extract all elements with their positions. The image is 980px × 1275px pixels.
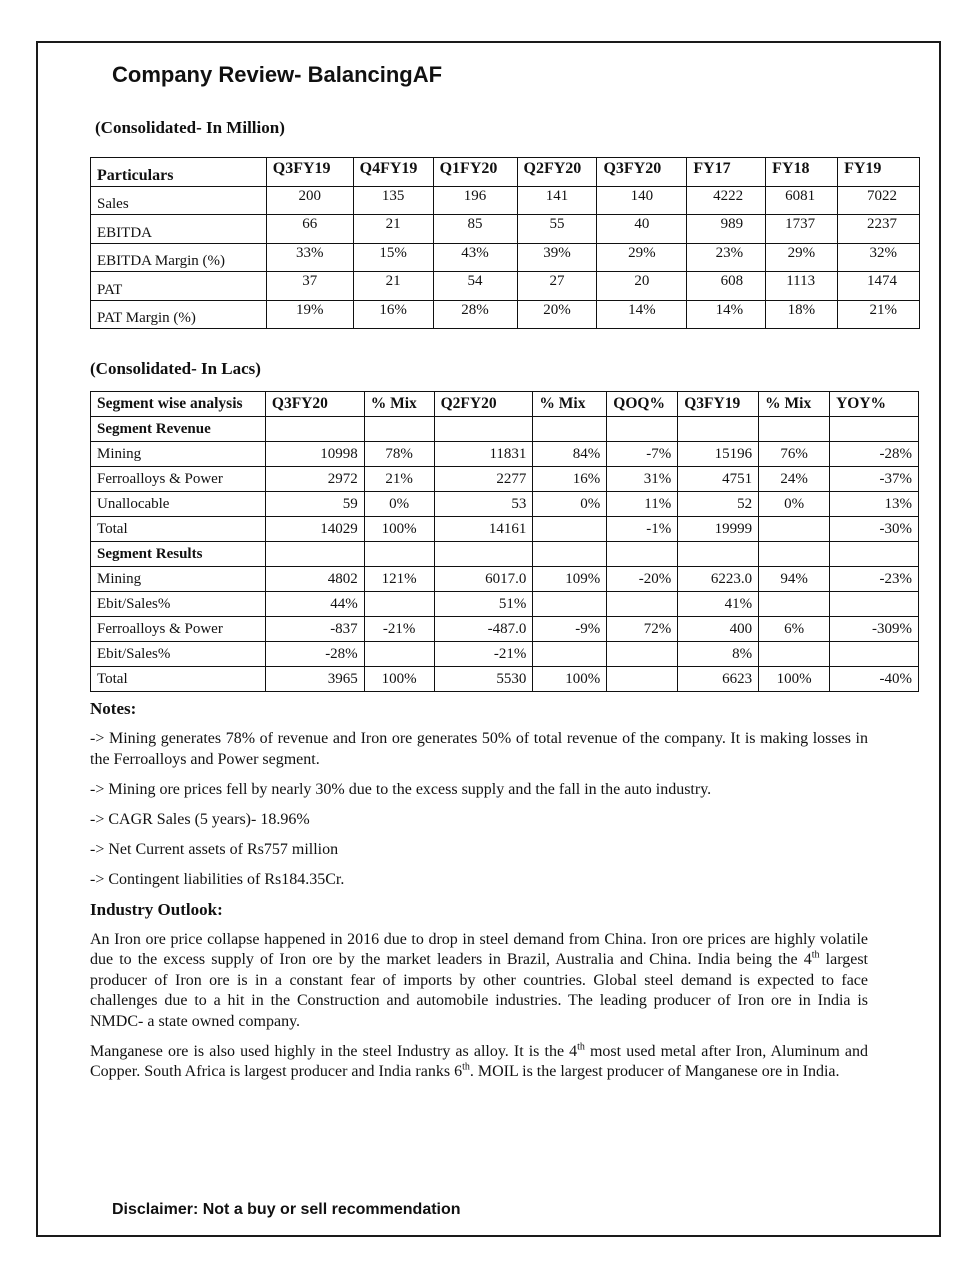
table-cell: 53 (434, 492, 533, 517)
table-cell: 32% (838, 243, 920, 272)
column-header: Q3FY20 (265, 392, 364, 417)
table1-caption: (Consolidated- In Million) (95, 118, 285, 137)
table-cell: 6017.0 (434, 567, 533, 592)
table-cell: 10998 (265, 442, 364, 467)
table-cell: 6% (759, 617, 830, 642)
table-cell: 100% (364, 667, 434, 692)
table-cell (533, 417, 607, 442)
column-header: Q2FY20 (434, 392, 533, 417)
column-header: % Mix (759, 392, 830, 417)
row-label: Mining (91, 567, 266, 592)
table-row (91, 243, 920, 272)
row-label: Total (91, 517, 266, 542)
table-cell (607, 542, 678, 567)
table-cell: 140 (597, 186, 687, 215)
table-cell: 84% (533, 442, 607, 467)
table-cell: 100% (533, 667, 607, 692)
table-row (91, 300, 920, 329)
row-label: PAT (91, 272, 267, 301)
row-label: Ferroalloys & Power (91, 467, 266, 492)
table-cell: 24% (759, 467, 830, 492)
table-cell: 200 (266, 186, 353, 215)
table-cell: 43% (433, 243, 517, 272)
table-cell: 400 (678, 617, 759, 642)
table-cell: 21% (838, 300, 920, 329)
table-cell: 44% (265, 592, 364, 617)
row-label: Ferroalloys & Power (91, 617, 266, 642)
table-cell: 18% (766, 300, 838, 329)
table-cell: 0% (533, 492, 607, 517)
column-header: Q2FY20 (517, 158, 597, 187)
outlook-paragraph: Manganese ore is also used highly in the steel Industry as alloy. It is the 4th most used metal after Iron, Aluminum and Copper. South Africa is largest producer and India ranks 6th. MOIL is the largest producer of Manganese ore in India. (90, 1041, 868, 1080)
table-cell: -28% (265, 642, 364, 667)
table-cell: 11831 (434, 442, 533, 467)
table-cell (830, 592, 919, 617)
table-cell: 1737 (766, 215, 838, 244)
note-item: -> Mining ore prices fell by nearly 30% due to the excess supply and the fall in the auto industry. (90, 780, 712, 798)
table-cell: 4802 (265, 567, 364, 592)
table-cell: 20% (517, 300, 597, 329)
table-cell: -23% (830, 567, 919, 592)
note-item: -> Contingent liabilities of Rs184.35Cr. (90, 870, 345, 888)
table-cell (533, 517, 607, 542)
table-cell (364, 417, 434, 442)
table-cell: 29% (766, 243, 838, 272)
column-header: Q1FY20 (433, 158, 517, 187)
table-cell: 135 (353, 186, 433, 215)
column-header: Q3FY19 (678, 392, 759, 417)
table-cell: 41% (678, 592, 759, 617)
table-cell: 19% (266, 300, 353, 329)
outlook-heading: Industry Outlook: (90, 899, 223, 919)
table-cell: 196 (433, 186, 517, 215)
table-cell: -309% (830, 617, 919, 642)
table-cell: 16% (533, 467, 607, 492)
row-label: Ebit/Sales% (91, 642, 266, 667)
table-row (91, 667, 919, 692)
table-cell: 66 (266, 215, 353, 244)
table-cell (678, 542, 759, 567)
row-label: PAT Margin (%) (91, 300, 267, 329)
table-cell (434, 542, 533, 567)
table-cell: 141 (517, 186, 597, 215)
table-cell: 29% (597, 243, 687, 272)
row-label: EBITDA (91, 215, 267, 244)
table-row (91, 417, 919, 442)
table-cell: 4222 (687, 186, 766, 215)
note-item: -> Net Current assets of Rs757 million (90, 840, 339, 858)
table-cell (678, 417, 759, 442)
table-cell: 19999 (678, 517, 759, 542)
table-cell (759, 592, 830, 617)
table-cell (364, 542, 434, 567)
table2-caption: (Consolidated- In Lacs) (90, 359, 261, 378)
table-cell: 7022 (838, 186, 920, 215)
column-header: % Mix (533, 392, 607, 417)
table-cell: 608 (687, 272, 766, 301)
table-row (91, 642, 919, 667)
table-cell: 6081 (766, 186, 838, 215)
table-cell: 52 (678, 492, 759, 517)
table-cell (830, 542, 919, 567)
table-row (91, 517, 919, 542)
table-row (91, 467, 919, 492)
column-header: % Mix (364, 392, 434, 417)
table-cell: 2972 (265, 467, 364, 492)
table-cell: -837 (265, 617, 364, 642)
header-row (91, 392, 919, 417)
table-cell: 11% (607, 492, 678, 517)
note-item: -> Mining generates 78% of revenue and Iron ore generates 50% of total revenue of the company. It is making losses in the Ferroalloys and Power segment. (90, 730, 868, 768)
table-cell: 14% (597, 300, 687, 329)
table-cell: 1474 (838, 272, 920, 301)
table-cell: 109% (533, 567, 607, 592)
table-cell: 40 (597, 215, 687, 244)
segment-table (90, 391, 919, 692)
table-cell: 28% (433, 300, 517, 329)
table-cell (607, 592, 678, 617)
table-cell: 100% (759, 667, 830, 692)
table-cell: 94% (759, 567, 830, 592)
table-cell (607, 667, 678, 692)
table-cell (364, 592, 434, 617)
table-cell (759, 642, 830, 667)
table-cell: 1113 (766, 272, 838, 301)
table-cell (607, 417, 678, 442)
note-item: -> CAGR Sales (5 years)- 18.96% (90, 810, 310, 828)
table-cell: 0% (759, 492, 830, 517)
header-row (91, 158, 920, 187)
outlook-paragraph: An Iron ore price collapse happened in 2016 due to drop in steel demand from China. Iron ore prices are highly volatile due to the excess supply of Iron ore by the market leaders in Brazil, Australia and China. India being the 4th largest producer of Iron ore is in a constant fear of imports by other countries. Global steel demand is expected to face challenges due to a hit in the Construction and automobile industries. The leading producer of Iron ore in India is NMDC- a state owned company. (90, 930, 869, 1030)
table-cell: 72% (607, 617, 678, 642)
table-cell: 54 (433, 272, 517, 301)
table-row (91, 272, 920, 301)
table-cell (759, 417, 830, 442)
table-cell: 27 (517, 272, 597, 301)
table-cell: -1% (607, 517, 678, 542)
table-cell: 14% (687, 300, 766, 329)
table-cell: -30% (830, 517, 919, 542)
table-cell: 31% (607, 467, 678, 492)
table-cell (533, 592, 607, 617)
row-label: Sales (91, 186, 267, 215)
table-row (91, 186, 920, 215)
table-cell: -37% (830, 467, 919, 492)
table-cell (533, 542, 607, 567)
table-cell: 39% (517, 243, 597, 272)
column-header: FY19 (838, 158, 920, 187)
table-cell (759, 517, 830, 542)
table-cell: 21% (364, 467, 434, 492)
column-header: Q3FY20 (597, 158, 687, 187)
column-header: Segment wise analysis (91, 392, 266, 417)
table-cell: 6623 (678, 667, 759, 692)
table-cell (607, 642, 678, 667)
row-label: Unallocable (91, 492, 266, 517)
column-header: Q4FY19 (353, 158, 433, 187)
table-cell: -9% (533, 617, 607, 642)
table-cell: -21% (434, 642, 533, 667)
table-cell: 78% (364, 442, 434, 467)
column-header: YOY% (830, 392, 919, 417)
table-cell (434, 417, 533, 442)
notes-heading: Notes: (90, 699, 137, 718)
column-header: QOQ% (607, 392, 678, 417)
row-label: Segment Results (91, 542, 266, 567)
table-cell: -7% (607, 442, 678, 467)
table-cell: 51% (434, 592, 533, 617)
table-cell: 33% (266, 243, 353, 272)
table-row (91, 617, 919, 642)
table-cell: 14029 (265, 517, 364, 542)
row-label: Ebit/Sales% (91, 592, 266, 617)
table-cell: 20 (597, 272, 687, 301)
table-cell: 16% (353, 300, 433, 329)
table-cell: 6223.0 (678, 567, 759, 592)
table-cell: -28% (830, 442, 919, 467)
table-cell: 13% (830, 492, 919, 517)
table-cell: 989 (687, 215, 766, 244)
table-cell: 5530 (434, 667, 533, 692)
table-cell (759, 542, 830, 567)
table-cell: 21 (353, 272, 433, 301)
row-label: Total (91, 667, 266, 692)
table-cell: 8% (678, 642, 759, 667)
table-cell: 3965 (265, 667, 364, 692)
table-cell: 37 (266, 272, 353, 301)
column-header: Particulars (91, 158, 267, 187)
table-cell: -487.0 (434, 617, 533, 642)
table-row (91, 442, 919, 467)
table-cell: 21 (353, 215, 433, 244)
notes-section (90, 699, 868, 1092)
table-cell: -21% (364, 617, 434, 642)
table-cell (265, 542, 364, 567)
table-cell: 76% (759, 442, 830, 467)
table-cell: -40% (830, 667, 919, 692)
table-row (91, 542, 919, 567)
table-cell: 2237 (838, 215, 920, 244)
table-cell (364, 642, 434, 667)
table-cell: 2277 (434, 467, 533, 492)
table-row (91, 592, 919, 617)
column-header: FY18 (766, 158, 838, 187)
table-row (91, 215, 920, 244)
table-cell: 15% (353, 243, 433, 272)
financials-table (90, 157, 920, 329)
table-cell: 85 (433, 215, 517, 244)
table-cell: 4751 (678, 467, 759, 492)
table-cell: 100% (364, 517, 434, 542)
column-header: Q3FY19 (266, 158, 353, 187)
table-row (91, 567, 919, 592)
row-label: Mining (91, 442, 266, 467)
row-label: Segment Revenue (91, 417, 266, 442)
table-cell (830, 417, 919, 442)
row-label: EBITDA Margin (%) (91, 243, 267, 272)
table-cell (265, 417, 364, 442)
table-cell: -20% (607, 567, 678, 592)
table-cell: 14161 (434, 517, 533, 542)
table-cell (533, 642, 607, 667)
disclaimer: Disclaimer: Not a buy or sell recommendation (112, 1201, 461, 1218)
table-cell: 55 (517, 215, 597, 244)
page-title: Company Review- BalancingAF (112, 62, 443, 87)
table-row (91, 492, 919, 517)
table-cell: 23% (687, 243, 766, 272)
table-cell: 15196 (678, 442, 759, 467)
table-cell: 121% (364, 567, 434, 592)
table-cell: 0% (364, 492, 434, 517)
column-header: FY17 (687, 158, 766, 187)
table-cell (830, 642, 919, 667)
table-cell: 59 (265, 492, 364, 517)
